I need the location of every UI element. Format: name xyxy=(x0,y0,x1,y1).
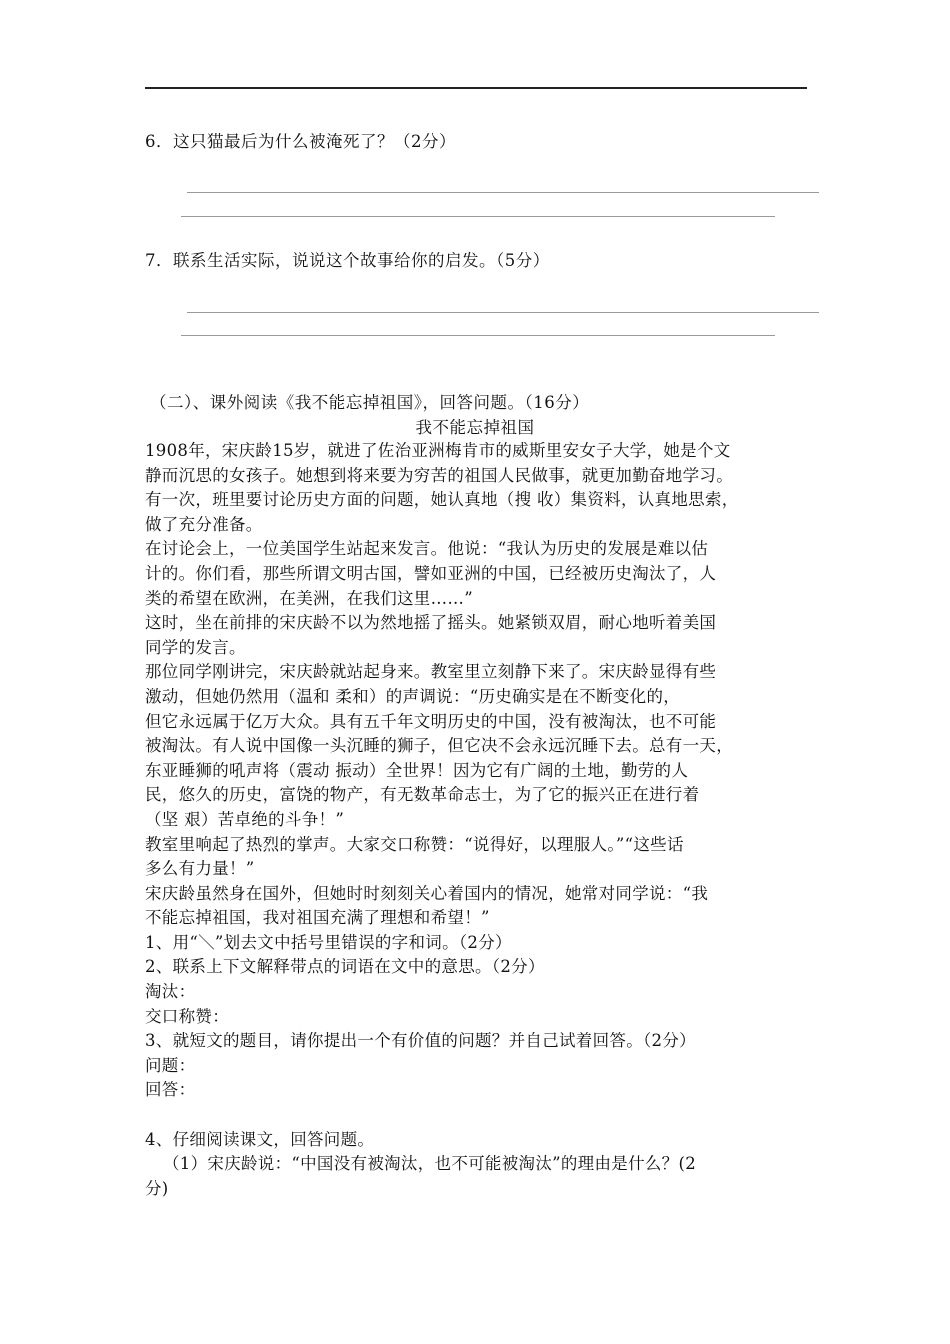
question-line: 分) xyxy=(145,1178,169,1198)
question-6: 6．这只猫最后为什么被淹死了？（2分） xyxy=(145,132,456,151)
answer-label: 回答： xyxy=(145,1080,196,1100)
question-line: （1）宋庆龄说：“中国没有被淘汰，也不可能被淘汰”的理由是什么？(2 xyxy=(163,1154,697,1174)
answer-label: 问题： xyxy=(145,1055,196,1075)
text-line: 教室里响起了热烈的掌声。大家交口称赞：“说得好，以理服人。”“这些话 xyxy=(145,834,684,854)
answer-line xyxy=(187,192,819,193)
text-line: 被淘汰。有人说中国像一头沉睡的狮子，但它决不会永远沉睡下去。总有一天， xyxy=(145,736,733,756)
blank-line xyxy=(145,1103,810,1128)
answer-line xyxy=(181,216,775,217)
answer-line xyxy=(181,335,775,336)
text-line: 做了充分准备。 xyxy=(145,514,263,534)
text-line: 同学的发言。 xyxy=(145,637,246,657)
question-line: 1、用“＼”划去文中括号里错误的字和词。（2分） xyxy=(145,932,512,952)
text-line: 计的。你们看，那些所谓文明古国，譬如亚洲的中国，已经被历史淘汰了，人 xyxy=(145,563,717,583)
text-line: 1908年，宋庆龄15岁，就进了佐治亚洲梅肯市的威斯里安女子大学，她是个文 xyxy=(145,441,731,460)
text-line: 在讨论会上，一位美国学生站起来发言。他说：“我认为历史的发展是难以估 xyxy=(145,539,709,559)
answer-label: 淘汰： xyxy=(145,982,196,1002)
question-7: 7．联系生活实际，说说这个故事给你的启发。（5分） xyxy=(145,251,550,270)
question-line: 4、仔细阅读课文，回答问题。 xyxy=(145,1129,375,1149)
text-line: 东亚睡狮的吼声将（震动 振动）全世界！因为它有广阔的土地，勤劳的人 xyxy=(145,760,689,780)
text-line: 静而沉思的女孩子。她想到将来要为穷苦的祖国人民做事，就更加勤奋地学习。 xyxy=(145,465,733,485)
text-line: 这时，坐在前排的宋庆龄不以为然地摇了摇头。她紧锁双眉，耐心地听着美国 xyxy=(145,613,717,633)
text-line: 但它永远属于亿万大众。具有五千年文明历史的中国，没有被淘汰，也不可能 xyxy=(145,711,717,731)
text-line: （坚 艰）苦卓绝的斗争！” xyxy=(145,809,345,829)
text-line: 有一次，班里要讨论历史方面的问题，她认真地（搜 收）集资料，认真地思索， xyxy=(145,490,739,510)
text-line: 多么有力量！” xyxy=(145,859,255,879)
answer-label: 交口称赞： xyxy=(145,1006,229,1026)
question-line: 2、联系上下文解释带点的词语在文中的意思。（2分） xyxy=(145,957,545,977)
question-line: 3、就短文的题目，请你提出一个有价值的问题？并自己试着回答。（2分） xyxy=(145,1031,696,1051)
text-line: 类的希望在欧洲，在美洲，在我们这里……” xyxy=(145,588,473,608)
text-line: 激动，但她仍然用（温和 柔和）的声调说：“历史确实是在不断变化的， xyxy=(145,686,681,706)
article-title: 我不能忘掉祖国 xyxy=(415,418,535,437)
text-line: 不能忘掉祖国，我对祖国充满了理想和希望！” xyxy=(145,908,490,928)
top-divider xyxy=(145,87,807,89)
text-line: 宋庆龄虽然身在国外，但她时时刻刻关心着国内的情况，她常对同学说：“我 xyxy=(145,883,709,903)
article-body xyxy=(145,439,810,1201)
answer-line xyxy=(187,312,819,313)
section-heading: （二）、课外阅读《我不能忘掉祖国》，回答问题。（16分） xyxy=(150,393,590,412)
text-line: 那位同学刚讲完，宋庆龄就站起身来。教室里立刻静下来了。宋庆龄显得有些 xyxy=(145,662,717,682)
text-line: 民，悠久的历史，富饶的物产，有无数革命志士，为了它的振兴正在进行着 xyxy=(145,785,700,805)
